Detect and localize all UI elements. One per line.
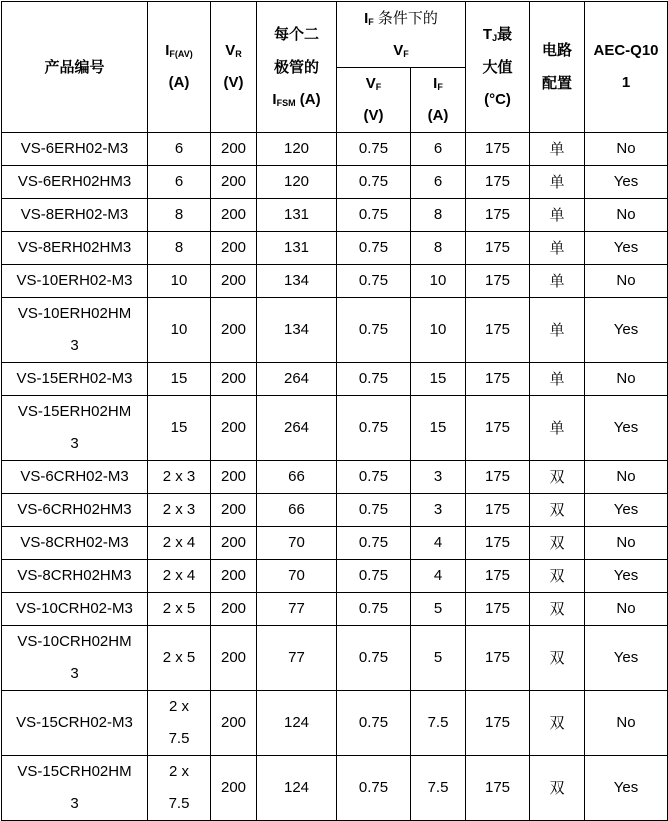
cell-if: 8 <box>411 199 466 232</box>
cell-part-number-text: VS-6ERH02HM3 <box>17 173 132 190</box>
cell-if-av-text: 8 <box>174 206 184 223</box>
cell-vr: 200 <box>211 133 257 166</box>
cell-if-av-text: 2 x 3 <box>162 501 196 518</box>
product-table <box>1 1 668 821</box>
cell-if-av <box>148 396 211 461</box>
cell-part-number <box>2 461 148 494</box>
table-row <box>2 527 668 560</box>
cell-part-number <box>2 265 148 298</box>
cell-tj: 175 <box>466 199 530 232</box>
cell-if-av-text: 7.5 <box>168 730 190 747</box>
cell-part-number <box>2 298 148 363</box>
cell-part-number-text: VS-15CRH02HM <box>17 763 132 780</box>
cell-aec: Yes <box>585 494 668 527</box>
header-aec-q101: AEC-Q10 1 <box>585 2 668 133</box>
cell-if: 5 <box>411 593 466 626</box>
cell-circuit: 双 <box>530 593 585 626</box>
cell-if-av-text: 2 x 4 <box>162 534 196 551</box>
table-row <box>2 265 668 298</box>
cell-ifsm: 70 <box>257 560 337 593</box>
header-circuit-config: 电路 配置 <box>530 2 585 133</box>
cell-tj: 175 <box>466 461 530 494</box>
cell-part-number-text: VS-6ERH02-M3 <box>20 140 129 157</box>
cell-part-number-text: VS-15ERH02-M3 <box>16 370 133 387</box>
cell-part-number-text: VS-8CRH02-M3 <box>20 534 129 551</box>
cell-vr: 200 <box>211 626 257 691</box>
cell-part-number-text: VS-15CRH02-M3 <box>16 714 133 731</box>
cell-if-av <box>148 298 211 363</box>
cell-tj: 175 <box>466 593 530 626</box>
cell-aec: Yes <box>585 396 668 461</box>
cell-if-av-text: 10 <box>170 321 188 338</box>
cell-vr: 200 <box>211 756 257 821</box>
cell-part-number <box>2 166 148 199</box>
cell-vr: 200 <box>211 396 257 461</box>
cell-if: 3 <box>411 494 466 527</box>
cell-if: 3 <box>411 461 466 494</box>
cell-ifsm: 77 <box>257 626 337 691</box>
cell-ifsm: 120 <box>257 166 337 199</box>
cell-vf: 0.75 <box>337 396 411 461</box>
cell-part-number <box>2 232 148 265</box>
cell-if: 4 <box>411 560 466 593</box>
cell-circuit: 双 <box>530 527 585 560</box>
cell-if-av-text: 2 x <box>168 698 189 715</box>
cell-circuit: 单 <box>530 396 585 461</box>
cell-part-number <box>2 593 148 626</box>
cell-ifsm: 131 <box>257 232 337 265</box>
cell-part-number-text: VS-6CRH02-M3 <box>20 468 129 485</box>
cell-vf: 0.75 <box>337 363 411 396</box>
header-part-number: 产品编号 <box>2 2 148 133</box>
cell-if-av <box>148 232 211 265</box>
cell-if-av <box>148 363 211 396</box>
cell-vf: 0.75 <box>337 593 411 626</box>
cell-if-av <box>148 691 211 756</box>
cell-part-number-text: VS-10ERH02-M3 <box>16 272 133 289</box>
cell-if-av-text: 7.5 <box>168 795 190 812</box>
cell-vr: 200 <box>211 363 257 396</box>
cell-if-av-text: 2 x <box>168 763 189 780</box>
cell-vf: 0.75 <box>337 560 411 593</box>
cell-ifsm: 124 <box>257 756 337 821</box>
cell-vr: 200 <box>211 166 257 199</box>
cell-if: 7.5 <box>411 691 466 756</box>
header-if-av: $I_{F(AV)}$ (A) <box>148 2 211 133</box>
cell-tj: 175 <box>466 396 530 461</box>
cell-tj: 175 <box>466 494 530 527</box>
cell-circuit: 单 <box>530 265 585 298</box>
cell-ifsm: 131 <box>257 199 337 232</box>
cell-tj: 175 <box>466 756 530 821</box>
cell-circuit: 双 <box>530 626 585 691</box>
cell-part-number-text: 3 <box>70 435 79 452</box>
cell-circuit: 单 <box>530 298 585 363</box>
cell-vf: 0.75 <box>337 265 411 298</box>
cell-part-number <box>2 527 148 560</box>
cell-vf: 0.75 <box>337 756 411 821</box>
cell-ifsm: 66 <box>257 461 337 494</box>
cell-tj: 175 <box>466 691 530 756</box>
table-row <box>2 626 668 691</box>
cell-part-number <box>2 494 148 527</box>
cell-part-number <box>2 626 148 691</box>
cell-if: 7.5 <box>411 756 466 821</box>
table-row <box>2 232 668 265</box>
cell-aec: Yes <box>585 756 668 821</box>
cell-tj: 175 <box>466 166 530 199</box>
cell-circuit: 双 <box>530 691 585 756</box>
cell-part-number-text: VS-6CRH02HM3 <box>17 501 132 518</box>
cell-aec: Yes <box>585 298 668 363</box>
cell-circuit: 双 <box>530 560 585 593</box>
cell-aec: No <box>585 691 668 756</box>
cell-part-number <box>2 560 148 593</box>
cell-vf: 0.75 <box>337 133 411 166</box>
cell-if: 4 <box>411 527 466 560</box>
cell-circuit: 双 <box>530 756 585 821</box>
cell-if-av-text: 2 x 4 <box>162 567 196 584</box>
cell-tj: 175 <box>466 363 530 396</box>
cell-part-number <box>2 199 148 232</box>
header-tj-max: $T_J$最 大值 (°C) <box>466 2 530 133</box>
cell-circuit: 单 <box>530 133 585 166</box>
cell-aec: No <box>585 199 668 232</box>
table-row <box>2 461 668 494</box>
cell-vr: 200 <box>211 691 257 756</box>
header-ifsm: 每个二 极管的 $I_{FSM}$ (A) <box>257 2 337 133</box>
cell-part-number-text: 3 <box>70 337 79 354</box>
cell-if-av-text: 2 x 5 <box>162 649 196 666</box>
cell-part-number-text: VS-8ERH02-M3 <box>20 206 129 223</box>
cell-ifsm: 264 <box>257 363 337 396</box>
cell-part-number-text: 3 <box>70 665 79 682</box>
cell-tj: 175 <box>466 560 530 593</box>
cell-if: 8 <box>411 232 466 265</box>
header-vf: $V_F$ (V) <box>337 68 411 133</box>
cell-vf: 0.75 <box>337 461 411 494</box>
cell-if-av-text: 10 <box>170 272 188 289</box>
cell-if-av <box>148 494 211 527</box>
cell-part-number-text: VS-8ERH02HM3 <box>17 239 132 256</box>
cell-tj: 175 <box>466 133 530 166</box>
cell-vr: 200 <box>211 461 257 494</box>
cell-part-number <box>2 396 148 461</box>
cell-vr: 200 <box>211 527 257 560</box>
cell-vf: 0.75 <box>337 527 411 560</box>
cell-vr: 200 <box>211 494 257 527</box>
cell-tj: 175 <box>466 232 530 265</box>
cell-vf: 0.75 <box>337 494 411 527</box>
cell-circuit: 单 <box>530 232 585 265</box>
cell-if-av <box>148 199 211 232</box>
cell-vr: 200 <box>211 199 257 232</box>
cell-aec: Yes <box>585 560 668 593</box>
table-row <box>2 199 668 232</box>
cell-aec: No <box>585 527 668 560</box>
cell-if-av <box>148 527 211 560</box>
table-row <box>2 691 668 756</box>
cell-part-number-text: VS-10ERH02HM <box>17 305 132 322</box>
cell-if-av-text: 6 <box>174 173 184 190</box>
cell-if: 5 <box>411 626 466 691</box>
cell-if: 15 <box>411 363 466 396</box>
cell-part-number-text: 3 <box>70 795 79 812</box>
cell-vr: 200 <box>211 593 257 626</box>
table-row <box>2 363 668 396</box>
cell-aec: No <box>585 593 668 626</box>
cell-vr: 200 <box>211 560 257 593</box>
cell-aec: No <box>585 133 668 166</box>
header-if: $I_F$ (A) <box>411 68 466 133</box>
cell-ifsm: 120 <box>257 133 337 166</box>
cell-vf: 0.75 <box>337 298 411 363</box>
cell-if-av <box>148 133 211 166</box>
cell-vf: 0.75 <box>337 199 411 232</box>
cell-ifsm: 124 <box>257 691 337 756</box>
cell-ifsm: 134 <box>257 298 337 363</box>
cell-ifsm: 66 <box>257 494 337 527</box>
cell-if-av <box>148 265 211 298</box>
cell-part-number <box>2 363 148 396</box>
cell-tj: 175 <box>466 527 530 560</box>
cell-if-av <box>148 461 211 494</box>
header-vf-condition: $I_F$ 条件下的 $V_F$ <box>337 2 466 68</box>
cell-if: 10 <box>411 265 466 298</box>
header-vr: $V_R$ (V) <box>211 2 257 133</box>
cell-tj: 175 <box>466 298 530 363</box>
cell-tj: 175 <box>466 265 530 298</box>
table-row <box>2 166 668 199</box>
cell-aec: Yes <box>585 626 668 691</box>
cell-if: 15 <box>411 396 466 461</box>
cell-aec: No <box>585 461 668 494</box>
table-row <box>2 133 668 166</box>
table-row <box>2 396 668 461</box>
cell-if: 10 <box>411 298 466 363</box>
cell-if-av-text: 8 <box>174 239 184 256</box>
cell-if-av-text: 6 <box>174 140 184 157</box>
cell-if: 6 <box>411 133 466 166</box>
cell-circuit: 单 <box>530 166 585 199</box>
cell-if-av <box>148 626 211 691</box>
cell-ifsm: 134 <box>257 265 337 298</box>
cell-part-number-text: VS-10CRH02-M3 <box>16 600 133 617</box>
cell-circuit: 单 <box>530 199 585 232</box>
cell-if: 6 <box>411 166 466 199</box>
cell-part-number-text: VS-8CRH02HM3 <box>17 567 132 584</box>
cell-vr: 200 <box>211 298 257 363</box>
table-row <box>2 494 668 527</box>
table-header <box>2 2 668 133</box>
cell-part-number <box>2 691 148 756</box>
cell-part-number-text: VS-15ERH02HM <box>17 403 132 420</box>
cell-if-av-text: 15 <box>170 370 188 387</box>
cell-vf: 0.75 <box>337 691 411 756</box>
cell-circuit: 单 <box>530 363 585 396</box>
cell-part-number-text: VS-10CRH02HM <box>17 633 132 650</box>
table-row <box>2 298 668 363</box>
cell-circuit: 双 <box>530 461 585 494</box>
cell-vf: 0.75 <box>337 166 411 199</box>
cell-aec: Yes <box>585 232 668 265</box>
cell-aec: No <box>585 265 668 298</box>
cell-if-av <box>148 166 211 199</box>
cell-if-av-text: 2 x 5 <box>162 600 196 617</box>
cell-if-av <box>148 593 211 626</box>
cell-ifsm: 264 <box>257 396 337 461</box>
cell-if-av <box>148 560 211 593</box>
table-row <box>2 560 668 593</box>
cell-ifsm: 70 <box>257 527 337 560</box>
cell-vf: 0.75 <box>337 626 411 691</box>
table-row <box>2 593 668 626</box>
cell-if-av-text: 15 <box>170 419 188 436</box>
cell-vf: 0.75 <box>337 232 411 265</box>
cell-aec: Yes <box>585 166 668 199</box>
cell-tj: 175 <box>466 626 530 691</box>
cell-part-number <box>2 133 148 166</box>
cell-if-av-text: 2 x 3 <box>162 468 196 485</box>
cell-vr: 200 <box>211 232 257 265</box>
cell-aec: No <box>585 363 668 396</box>
cell-ifsm: 77 <box>257 593 337 626</box>
cell-circuit: 双 <box>530 494 585 527</box>
table-body <box>2 133 668 821</box>
cell-vr: 200 <box>211 265 257 298</box>
